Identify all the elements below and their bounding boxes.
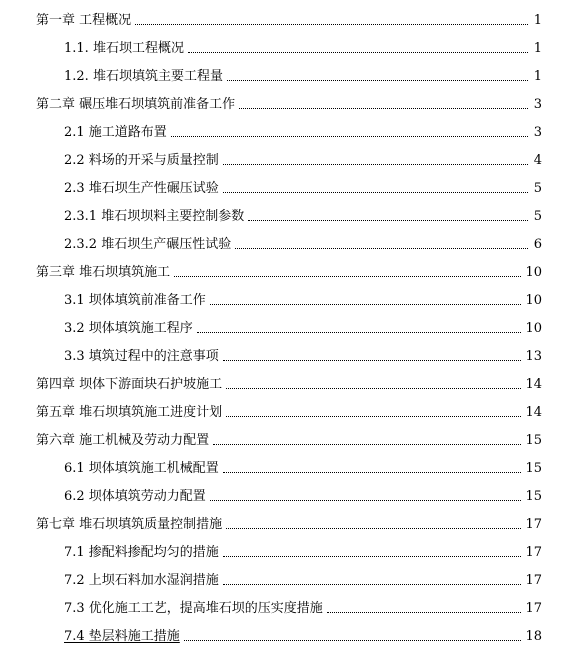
toc-entry-title: 3.3 填筑过程中的注意事项 [64,349,219,364]
toc-dot-leader [210,303,522,305]
toc-page-number: 17 [525,545,542,560]
toc-dot-leader [174,275,521,277]
toc-page-number: 1 [533,13,542,28]
toc-section-entry[interactable] [64,315,542,337]
toc-dot-leader [248,219,528,221]
toc-section-entry[interactable] [64,483,542,505]
toc-entry-title: 3.1 坝体填筑前准备工作 [64,293,206,308]
toc-entry-title: 第二章 碾压堆石坝填筑前准备工作 [36,97,236,112]
toc-page-number: 14 [525,377,542,392]
toc-entry-title: 第六章 施工机械及劳动力配置 [36,433,210,448]
toc-entry-title: 1.2. 堆石坝填筑主要工程量 [64,69,223,84]
toc-section-entry[interactable] [64,203,542,225]
toc-dot-leader [171,135,528,137]
toc-section-entry[interactable] [64,287,542,309]
toc-chapter-entry[interactable] [36,399,542,421]
toc-section-entry[interactable] [64,231,542,253]
toc-page-number: 3 [533,97,542,112]
toc-page-number: 17 [525,517,542,532]
toc-entry-title: 3.2 坝体填筑施工程序 [64,321,193,336]
toc-page-number: 14 [525,405,542,420]
toc-dot-leader [223,163,528,165]
toc-dot-leader [223,191,528,193]
toc-page-number: 15 [525,433,542,448]
toc-page-number: 17 [525,601,542,616]
toc-dot-leader [197,331,522,333]
toc-entry-title: 第三章 堆石坝填筑施工 [36,265,171,280]
toc-entry-title: 第五章 堆石坝填筑施工进度计划 [36,405,223,420]
toc-dot-leader [223,555,522,557]
toc-page-number: 10 [525,293,542,308]
toc-dot-leader [235,247,528,249]
toc-entry-title: 7.1 掺配料掺配均匀的措施 [64,545,219,560]
toc-dot-leader [184,639,522,641]
toc-page-number: 18 [525,629,542,644]
toc-chapter-entry[interactable] [36,371,542,393]
toc-chapter-entry[interactable] [36,511,542,533]
toc-entry-title: 7.3 优化施工工艺，提高堆石坝的压实度措施 [64,601,323,616]
toc-page-number: 1 [533,41,542,56]
toc-dot-leader [223,583,522,585]
toc-section-entry[interactable] [64,35,542,57]
toc-page-number: 13 [525,349,542,364]
toc-dot-leader [213,443,521,445]
toc-entry-title: 2.3.1 堆石坝坝料主要控制参数 [64,209,245,224]
toc-dot-leader [188,51,528,53]
toc-entry-title: 2.3.2 堆石坝生产碾压性试验 [64,237,232,252]
toc-dot-leader [226,527,521,529]
toc-page-number: 15 [525,461,542,476]
toc-chapter-entry[interactable] [36,7,542,29]
toc-dot-leader [227,79,528,81]
toc-dot-leader [223,471,522,473]
toc-section-entry[interactable] [64,147,542,169]
toc-page-number: 15 [525,489,542,504]
toc-page-number: 3 [533,125,542,140]
toc-section-entry[interactable] [64,539,542,561]
toc-section-entry[interactable] [64,567,542,589]
toc-page-number: 5 [533,181,542,196]
toc-entry-title: 2.2 料场的开采与质量控制 [64,153,219,168]
toc-page-number: 5 [533,209,542,224]
toc-dot-leader [327,611,522,613]
toc-entry-title: 2.3 堆石坝生产性碾压试验 [64,181,219,196]
toc-section-entry[interactable] [64,119,542,141]
toc-dot-leader [223,359,522,361]
toc-entry-title: 第一章 工程概况 [36,13,132,28]
toc-chapter-entry[interactable] [36,427,542,449]
toc-dot-leader [239,107,528,109]
toc-section-entry[interactable] [64,623,542,645]
toc-entry-title: 1.1. 堆石坝工程概况 [64,41,184,56]
toc-section-entry[interactable] [64,455,542,477]
toc-chapter-entry[interactable] [36,259,542,281]
toc-page-number: 4 [533,153,542,168]
toc-dot-leader [210,499,522,501]
toc-chapter-entry[interactable] [36,91,542,113]
toc-entry-title: 第七章 堆石坝填筑质量控制措施 [36,517,223,532]
toc-dot-leader [226,387,521,389]
toc-entry-title: 2.1 施工道路布置 [64,125,167,140]
toc-page-number: 10 [525,321,542,336]
toc-page-number: 10 [525,265,542,280]
toc-entry-title: 7.4 垫层料施工措施 [64,629,180,644]
toc-page-number: 6 [533,237,542,252]
toc-section-entry[interactable] [64,175,542,197]
toc-dot-leader [135,23,528,25]
toc-dot-leader [226,415,521,417]
toc-entry-title: 7.2 上坝石料加水湿润措施 [64,573,219,588]
toc-page-number: 17 [525,573,542,588]
toc-entry-title: 第四章 坝体下游面块石护坡施工 [36,377,223,392]
toc-section-entry[interactable] [64,63,542,85]
toc-section-entry[interactable] [64,595,542,617]
toc-entry-title: 6.1 坝体填筑施工机械配置 [64,461,219,476]
toc-page-number: 1 [533,69,542,84]
toc-entry-title: 6.2 坝体填筑劳动力配置 [64,489,206,504]
toc-section-entry[interactable] [64,343,542,365]
